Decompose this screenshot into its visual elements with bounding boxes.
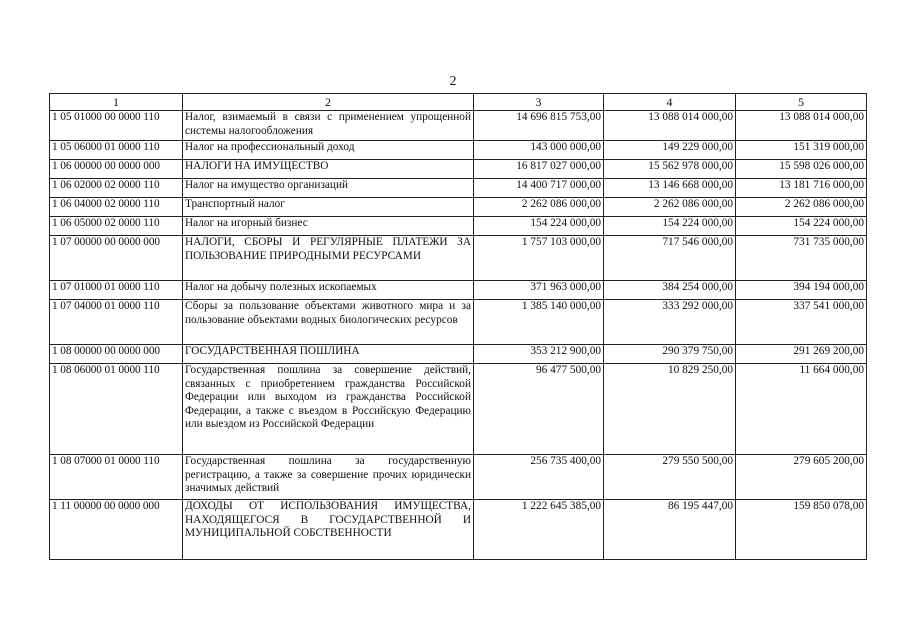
value-cell-col5: 151 319 000,00 xyxy=(736,141,867,160)
value-cell-col3: 16 817 027 000,00 xyxy=(474,160,604,179)
value-cell-col4: 384 254 000,00 xyxy=(604,281,736,300)
page-number: 2 xyxy=(449,74,457,89)
name-cell: НАЛОГИ НА ИМУЩЕСТВО xyxy=(183,160,474,179)
value-cell-col4: 290 379 750,00 xyxy=(604,345,736,364)
header-row xyxy=(50,94,867,111)
column-header: 4 xyxy=(604,94,736,111)
value-cell-col3: 14 696 815 753,00 xyxy=(474,111,604,141)
value-cell-col4: 717 546 000,00 xyxy=(604,236,736,281)
code-cell: 1 08 07000 01 0000 110 xyxy=(50,455,183,500)
value-cell-col4: 333 292 000,00 xyxy=(604,300,736,345)
value-cell-col5: 13 088 014 000,00 xyxy=(736,111,867,141)
value-cell-col3: 1 222 645 385,00 xyxy=(474,500,604,560)
name-cell: Сборы за пользование объектами животного мира и за пользование объектами водных биологических ресурсов xyxy=(183,300,474,345)
code-cell: 1 06 05000 02 0000 110 xyxy=(50,217,183,236)
table-row xyxy=(50,160,867,179)
code-cell: 1 07 00000 00 0000 000 xyxy=(50,236,183,281)
value-cell-col4: 15 562 978 000,00 xyxy=(604,160,736,179)
value-cell-col3: 143 000 000,00 xyxy=(474,141,604,160)
value-cell-col4: 154 224 000,00 xyxy=(604,217,736,236)
value-cell-col5: 291 269 200,00 xyxy=(736,345,867,364)
table-row xyxy=(50,300,867,345)
code-cell: 1 07 04000 01 0000 110 xyxy=(50,300,183,345)
name-cell: Государственная пошлина за совершение действий, связанных с приобретением гражданства Российской Федерации или выходом из гражданства Российской Федерации, а также с въездом в Российскую Федерацию или выездом из Российской Федерации xyxy=(183,364,474,455)
value-cell-col3: 14 400 717 000,00 xyxy=(474,179,604,198)
value-cell-col3: 2 262 086 000,00 xyxy=(474,198,604,217)
code-cell: 1 07 01000 01 0000 110 xyxy=(50,281,183,300)
code-cell: 1 05 06000 01 0000 110 xyxy=(50,141,183,160)
value-cell-col5: 2 262 086 000,00 xyxy=(736,198,867,217)
name-cell: НАЛОГИ, СБОРЫ И РЕГУЛЯРНЫЕ ПЛАТЕЖИ ЗА ПОЛЬЗОВАНИЕ ПРИРОДНЫМИ РЕСУРСАМИ xyxy=(183,236,474,281)
value-cell-col3: 256 735 400,00 xyxy=(474,455,604,500)
value-cell-col4: 13 146 668 000,00 xyxy=(604,179,736,198)
code-cell: 1 05 01000 00 0000 110 xyxy=(50,111,183,141)
value-cell-col5: 159 850 078,00 xyxy=(736,500,867,560)
name-cell: Государственная пошлина за государственную регистрацию, а также за совершение прочих юридически значимых действий xyxy=(183,455,474,500)
code-cell: 1 08 00000 00 0000 000 xyxy=(50,345,183,364)
table-row xyxy=(50,179,867,198)
table-row xyxy=(50,345,867,364)
table-row xyxy=(50,198,867,217)
column-header: 2 xyxy=(183,94,474,111)
name-cell: Налог, взимаемый в связи с применением упрощенной системы налогообложения xyxy=(183,111,474,141)
name-cell: Налог на имущество организаций xyxy=(183,179,474,198)
name-cell: ДОХОДЫ ОТ ИСПОЛЬЗОВАНИЯ ИМУЩЕСТВА, НАХОДЯЩЕГОСЯ В ГОСУДАРСТВЕННОЙ И МУНИЦИПАЛЬНОЙ СОБСТВЕННОСТИ xyxy=(183,500,474,560)
code-cell: 1 06 02000 02 0000 110 xyxy=(50,179,183,198)
value-cell-col3: 1 385 140 000,00 xyxy=(474,300,604,345)
code-cell: 1 08 06000 01 0000 110 xyxy=(50,364,183,455)
value-cell-col5: 13 181 716 000,00 xyxy=(736,179,867,198)
name-cell: Налог на игорный бизнес xyxy=(183,217,474,236)
value-cell-col5: 394 194 000,00 xyxy=(736,281,867,300)
name-cell: Транспортный налог xyxy=(183,198,474,217)
value-cell-col4: 279 550 500,00 xyxy=(604,455,736,500)
table-row xyxy=(50,455,867,500)
value-cell-col5: 731 735 000,00 xyxy=(736,236,867,281)
value-cell-col3: 353 212 900,00 xyxy=(474,345,604,364)
value-cell-col4: 10 829 250,00 xyxy=(604,364,736,455)
table-row xyxy=(50,500,867,560)
code-cell: 1 06 00000 00 0000 000 xyxy=(50,160,183,179)
value-cell-col5: 11 664 000,00 xyxy=(736,364,867,455)
value-cell-col5: 15 598 026 000,00 xyxy=(736,160,867,179)
column-header: 1 xyxy=(50,94,183,111)
table-row xyxy=(50,141,867,160)
value-cell-col4: 2 262 086 000,00 xyxy=(604,198,736,217)
table-row xyxy=(50,364,867,455)
table-row xyxy=(50,281,867,300)
table-row xyxy=(50,236,867,281)
table-row xyxy=(50,217,867,236)
value-cell-col3: 371 963 000,00 xyxy=(474,281,604,300)
value-cell-col4: 86 195 447,00 xyxy=(604,500,736,560)
value-cell-col5: 337 541 000,00 xyxy=(736,300,867,345)
column-header: 5 xyxy=(736,94,867,111)
value-cell-col5: 154 224 000,00 xyxy=(736,217,867,236)
column-header: 3 xyxy=(474,94,604,111)
value-cell-col4: 13 088 014 000,00 xyxy=(604,111,736,141)
name-cell: Налог на профессиональный доход xyxy=(183,141,474,160)
name-cell: ГОСУДАРСТВЕННАЯ ПОШЛИНА xyxy=(183,345,474,364)
value-cell-col3: 96 477 500,00 xyxy=(474,364,604,455)
value-cell-col5: 279 605 200,00 xyxy=(736,455,867,500)
name-cell: Налог на добычу полезных ископаемых xyxy=(183,281,474,300)
value-cell-col3: 154 224 000,00 xyxy=(474,217,604,236)
revenue-table xyxy=(49,93,867,560)
value-cell-col4: 149 229 000,00 xyxy=(604,141,736,160)
value-cell-col3: 1 757 103 000,00 xyxy=(474,236,604,281)
code-cell: 1 06 04000 02 0000 110 xyxy=(50,198,183,217)
table-row xyxy=(50,111,867,141)
code-cell: 1 11 00000 00 0000 000 xyxy=(50,500,183,560)
